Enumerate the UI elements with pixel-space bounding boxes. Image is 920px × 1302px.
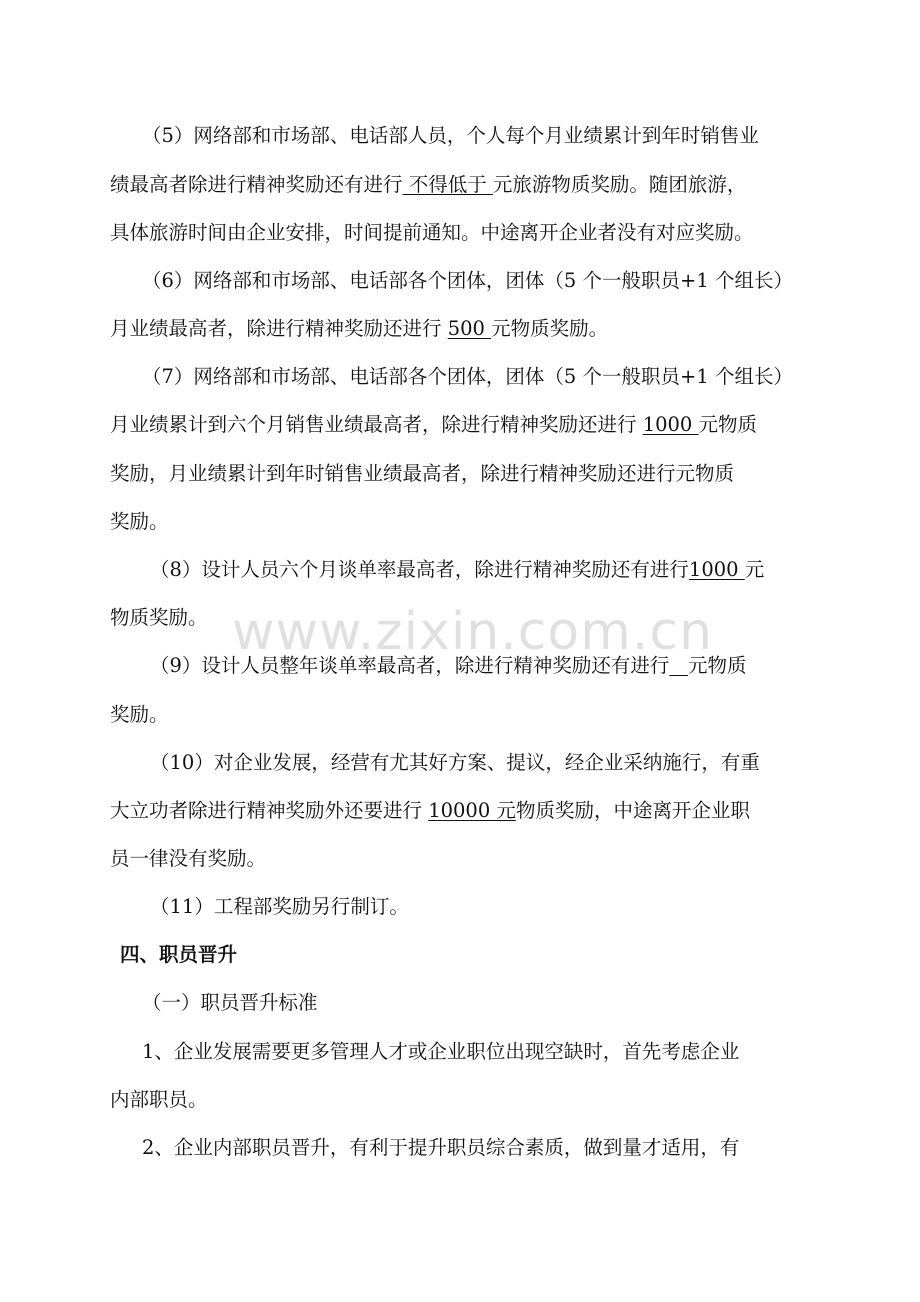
- paragraph-6-line-1: [142, 266, 793, 296]
- paragraph-10-line-2: [110, 796, 750, 826]
- text: 月业绩最高者，除进行精神奖励还进行: [110, 317, 448, 340]
- text: 奖励。: [110, 703, 169, 726]
- paragraph-7-line-1: [142, 362, 793, 392]
- text: 大立功者除进行精神奖励外还要进行: [110, 799, 429, 822]
- text: 元物质: [698, 413, 758, 436]
- paragraph-7-line-4: [110, 507, 169, 537]
- heading-text: 四、职员晋升: [120, 943, 238, 966]
- underlined-amount: 1000: [688, 558, 745, 581]
- paragraph-5-line-1: [142, 121, 759, 151]
- text: 奖励，月业绩累计到年时销售业绩最高者，除进行精神奖励还进行元物质: [110, 462, 735, 485]
- paragraph-5-line-2: [110, 170, 746, 200]
- text: 2、企业内部职员晋升，有利于提升职员综合素质，做到量才适用，有: [142, 1136, 740, 1159]
- text: 1、企业发展需要更多管理人才或企业职位出现空缺时，首先考虑企业: [142, 1040, 740, 1063]
- underlined-blank: 不得低于: [402, 173, 493, 196]
- underlined-amount: 500: [447, 317, 492, 340]
- text: （8）设计人员六个月谈单率最高者，除进行精神奖励还有进行: [150, 558, 689, 581]
- paragraph-9-line-2: [110, 700, 169, 730]
- paragraph-9-line-1: [150, 651, 747, 681]
- paragraph-11: [150, 892, 409, 922]
- text: 奖励。: [110, 510, 169, 533]
- watermark: www.zixin.com.cn: [232, 602, 713, 662]
- text: （7）网络部和市场部、电话部各个团体，团体（5 个一般职员+1 个组长）: [142, 365, 793, 388]
- paragraph-8-line-1: [150, 555, 764, 585]
- text: （6）网络部和市场部、电话部各个团体，团体（5 个一般职员+1 个组长）: [142, 269, 793, 292]
- text: （一）职员晋升标准: [142, 991, 318, 1014]
- item-1-line-1: [142, 1037, 739, 1067]
- text: 元物质奖励。: [491, 317, 609, 340]
- section-heading: [120, 940, 237, 970]
- item-1-line-2: [110, 1085, 208, 1115]
- text: （5）网络部和市场部、电话部人员，个人每个月业绩累计到年时销售业: [142, 124, 759, 147]
- paragraph-10-line-1: [150, 748, 760, 778]
- underlined-amount: 10000 元: [428, 799, 516, 822]
- text: 具体旅游时间由企业安排，时间提前通知。中途离开企业者没有对应奖励。: [110, 221, 754, 244]
- text: （11）工程部奖励另行制订。: [150, 895, 409, 918]
- item-2-line-1: [142, 1133, 739, 1163]
- text: 元旅游物质奖励。随团旅游，: [492, 173, 747, 196]
- text: 元: [744, 558, 765, 581]
- text: 内部职员。: [110, 1088, 208, 1111]
- paragraph-7-line-3: [110, 459, 734, 489]
- text: 物质奖励。: [110, 606, 208, 629]
- text: 物质奖励，中途离开企业职: [515, 799, 750, 822]
- underlined-amount: 1000: [642, 413, 699, 436]
- text: 绩最高者除进行精神奖励还有进行: [110, 173, 403, 196]
- text: 员一律没有奖励。: [110, 847, 267, 870]
- paragraph-10-line-3: [110, 844, 266, 874]
- paragraph-8-line-2: [110, 603, 208, 633]
- underlined-blank: [669, 654, 688, 677]
- text: 元物质: [688, 654, 747, 677]
- subsection-heading: [142, 988, 318, 1018]
- text: 月业绩累计到六个月销售业绩最高者，除进行精神奖励还进行: [110, 413, 643, 436]
- text: （9）设计人员整年谈单率最高者，除进行精神奖励还有进行: [150, 654, 670, 677]
- text: （10）对企业发展，经营有尤其好方案、提议，经企业采纳施行，有重: [150, 751, 760, 774]
- paragraph-7-line-2: [110, 410, 757, 440]
- paragraph-5-line-3: [110, 218, 754, 248]
- paragraph-6-line-2: [110, 314, 608, 344]
